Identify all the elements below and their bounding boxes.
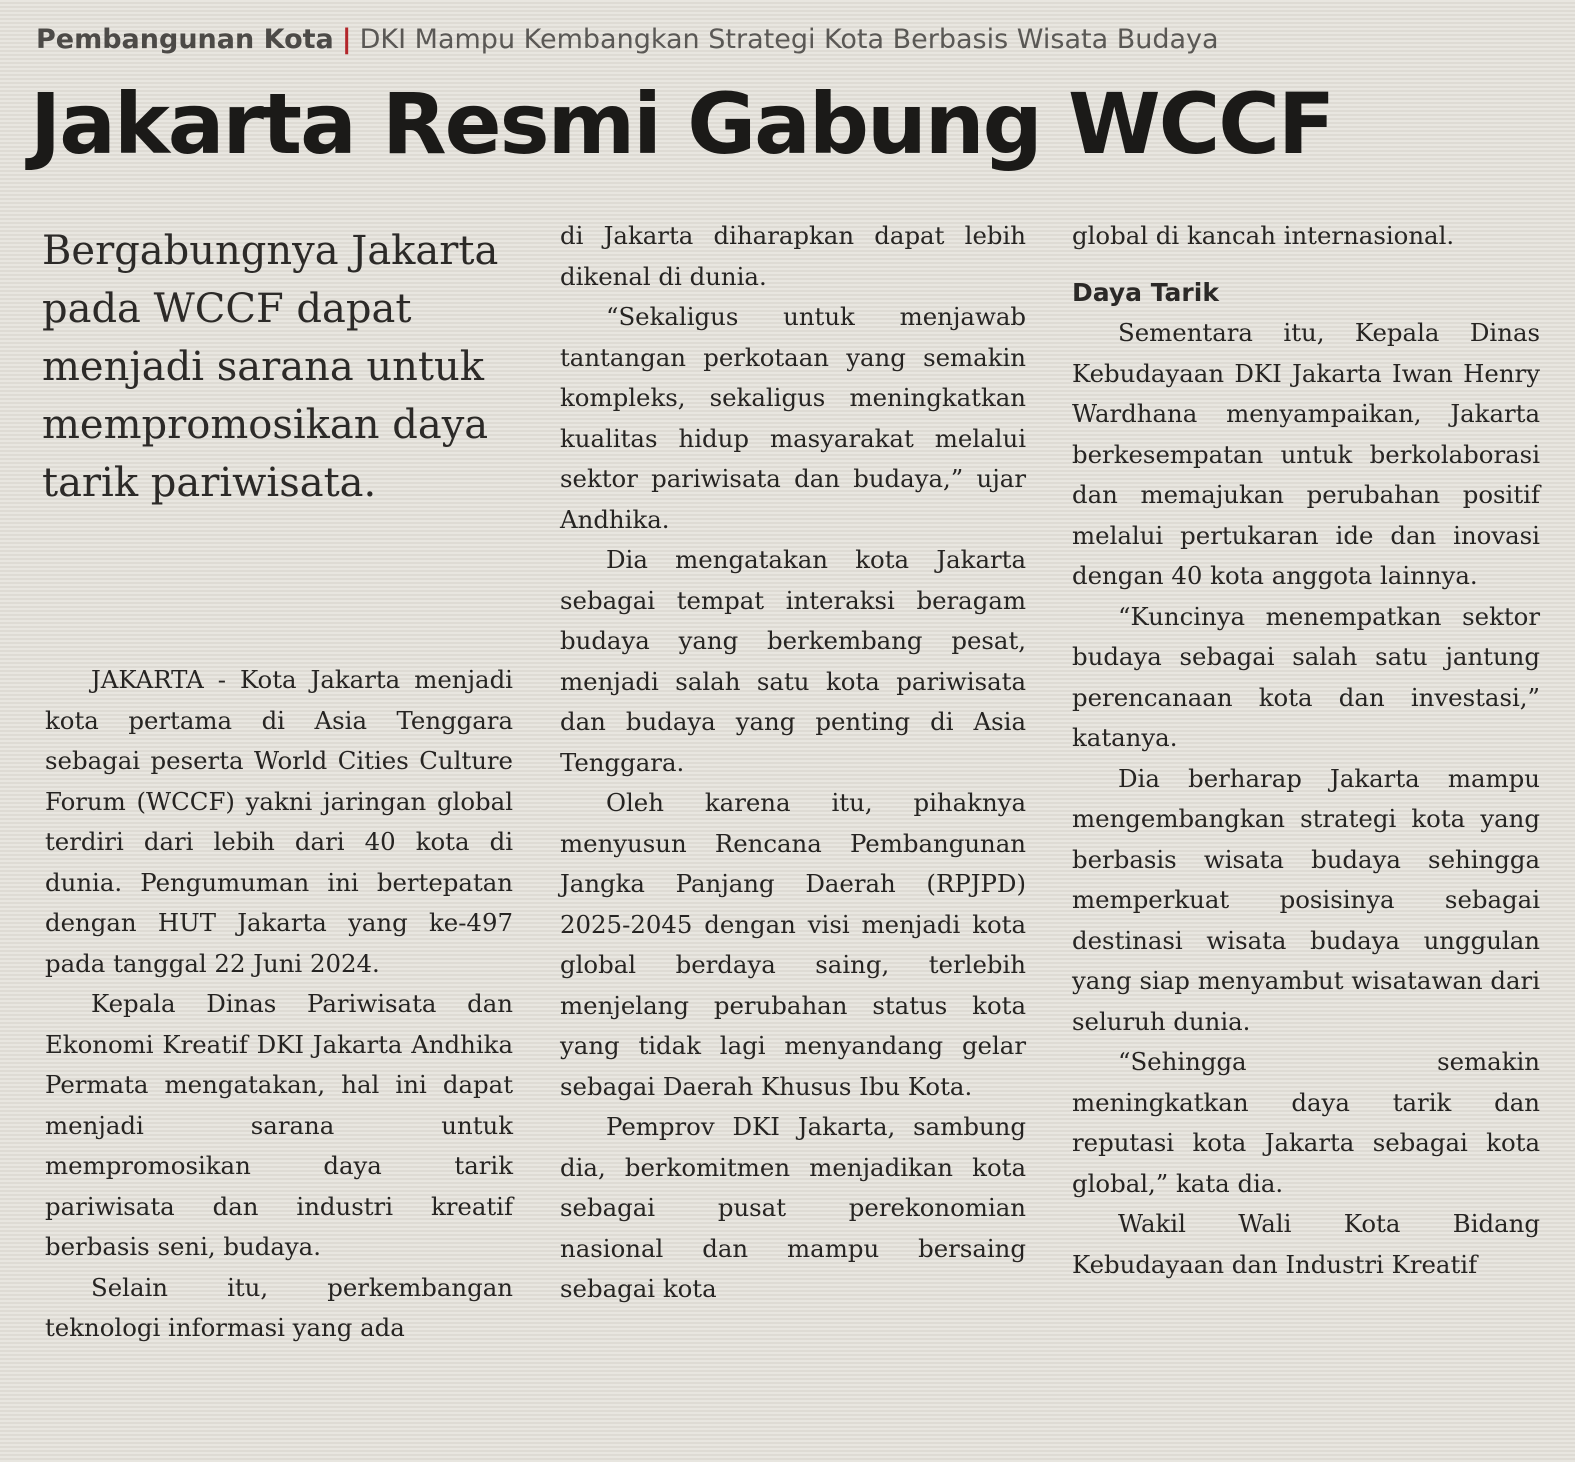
paragraph: di Jakarta diharapkan dapat lebih dikenal di dunia. [560,221,1026,291]
article-column-3 [1072,216,1540,1285]
paragraph: global di kancah internasional. [1072,221,1455,250]
kicker-line [36,20,1536,60]
article-column-1 [45,660,513,1349]
paragraph: JAKARTA - Kota Jakarta menjadi kota pertama di Asia Tenggara sebagai peserta World Cities Culture Forum (WCCF) yakni jaringan global terdiri dari lebih dari 40 kota di dunia. Pengumuman ini bertepatan dengan HUT Jakarta yang ke-497 pada tanggal 22 Juni 2024. [45,665,513,978]
paragraph: Wakil Wali Kota Bidang Kebudayaan dan Industri Kreatif [1072,1209,1540,1279]
paragraph: Pemprov DKI Jakarta, sambung dia, berkomitmen menjadikan kota sebagai pusat perekonomian nasional dan mampu bersaing sebagai kota [560,1112,1026,1303]
paragraph: Dia berharap Jakarta mampu mengembangkan strategi kota yang berbasis wisata budaya sehingga memperkuat posisinya sebagai destinasi wisata budaya unggulan yang siap menyambut wisatawan dari seluruh dunia. [1072,763,1540,1036]
paragraph: Kepala Dinas Pariwisata dan Ekonomi Kreatif DKI Jakarta Andhika Permata mengatakan, hal ini dapat menjadi sarana untuk mempromosikan daya tarik pariwisata dan industri kreatif berbasis seni, budaya. [45,989,513,1261]
section-rubric: Pembangunan Kota [36,24,334,55]
subheading: Daya Tarik [1072,277,1219,307]
paragraph: “Sehingga semakin meningkatkan daya tarik dan reputasi kota Jakarta sebagai kota global,” kata dia. [1072,1047,1540,1198]
paragraph: “Kuncinya menempatkan sektor budaya sebagai salah satu jantung perencanaan kota dan investasi,” katanya. [1072,601,1540,752]
lead-text: Bergabungnya Jakarta pada WCCF dapat menjadi sarana untuk mempromosikan daya tarik pariwisata. [42,228,499,506]
paragraph: Dia mengatakan kota Jakarta sebagai tempat interaksi beragam budaya yang berkembang pesat, menjadi salah satu kota pariwisata dan budaya yang penting di Asia Tenggara. [560,545,1026,777]
paragraph: Selain itu, perkembangan teknologi informasi yang ada [45,1272,513,1342]
paragraph: “Sekaligus untuk menjawab tantangan perkotaan yang semakin kompleks, sekaligus meningkatkan kualitas hidup masyarakat melalui sektor pariwisata dan budaya,” ujar Andhika. [560,302,1026,534]
lead-paragraph [42,222,512,512]
headline: Jakarta Resmi Gabung WCCF [30,75,1334,173]
paragraph: Oleh karena itu, pihaknya menyusun Rencana Pembangunan Jangka Panjang Daerah (RPJPD) 2025-2045 dengan visi menjadi kota global berdaya saing, terlebih menjelang perubahan status kota yang tidak lagi menyandang gelar sebagai Daerah Khusus Ibu Kota. [560,788,1026,1101]
paragraph: Sementara itu, Kepala Dinas Kebudayaan DKI Jakarta Iwan Henry Wardhana menyampaikan, Jakarta berkesempatan untuk berkolaborasi dan memajukan perubahan positif melalui pertukaran ide dan inovasi dengan 40 kota anggota lainnya. [1072,318,1540,590]
kicker-text: DKI Mampu Kembangkan Strategi Kota Berbasis Wisata Budaya [359,24,1219,55]
article-column-2 [560,216,1026,1310]
kicker-separator: | [341,24,352,55]
